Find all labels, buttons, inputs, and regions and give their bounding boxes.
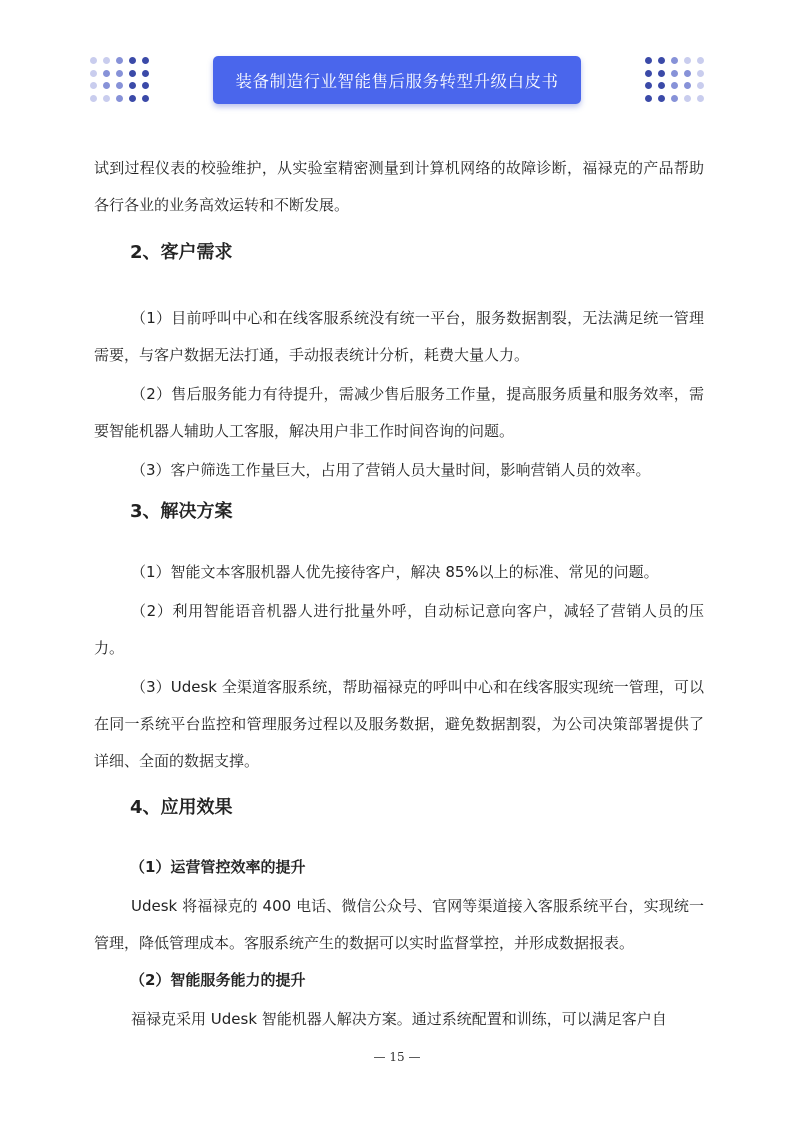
decor-dot bbox=[658, 82, 665, 89]
results-text-2: 福禄克采用 Udesk 智能机器人解决方案。通过系统配置和训练，可以满足客户自 bbox=[131, 1010, 667, 1028]
decor-dot bbox=[645, 70, 652, 77]
decor-dot bbox=[645, 95, 652, 102]
decor-dot bbox=[697, 57, 704, 64]
results-subheading-2: （2）智能服务能力的提升 bbox=[130, 971, 306, 989]
decor-dot bbox=[103, 70, 110, 77]
needs-item-2: （2）售后服务能力有待提升，需减少售后服务工作量，提高服务质量和服务效率，需要智能机器人辅助人工客服，解决用户非工作时间咨询的问题。 bbox=[94, 385, 704, 440]
decor-dot bbox=[684, 95, 691, 102]
decor-dot bbox=[90, 57, 97, 64]
decor-dot bbox=[684, 57, 691, 64]
decor-dot bbox=[116, 57, 123, 64]
decor-dot bbox=[142, 95, 149, 102]
decor-dot bbox=[697, 95, 704, 102]
results-text-1: Udesk 将福禄克的 400 电话、微信公众号、官网等渠道接入客服系统平台，实现统一管理，降低管理成本。客服系统产生的数据可以实时监督掌控，并形成数据报表。 bbox=[94, 897, 704, 952]
decor-dot bbox=[129, 57, 136, 64]
decor-dot bbox=[116, 82, 123, 89]
decor-dot bbox=[658, 70, 665, 77]
page-number: — 15 — bbox=[373, 1050, 421, 1064]
decor-dot bbox=[142, 57, 149, 64]
decor-dot bbox=[697, 70, 704, 77]
decor-dot bbox=[645, 82, 652, 89]
decor-dot bbox=[671, 95, 678, 102]
decor-dot bbox=[697, 82, 704, 89]
solution-item-1: （1）智能文本客服机器人优先接待客户，解决 85%以上的标准、常见的问题。 bbox=[131, 563, 659, 581]
decor-dot bbox=[671, 57, 678, 64]
needs-item-1: （1）目前呼叫中心和在线客服系统没有统一平台，服务数据割裂，无法满足统一管理需要，与客户数据无法打通，手动报表统计分析，耗费大量人力。 bbox=[94, 309, 704, 364]
decor-dot bbox=[671, 82, 678, 89]
document-title: 装备制造行业智能售后服务转型升级白皮书 bbox=[235, 72, 559, 91]
decor-dot bbox=[116, 70, 123, 77]
decor-dot bbox=[658, 57, 665, 64]
decor-dot bbox=[671, 70, 678, 77]
decor-dot bbox=[129, 82, 136, 89]
decor-dot bbox=[684, 82, 691, 89]
decor-dot bbox=[129, 70, 136, 77]
section-heading-results: 4、应用效果 bbox=[130, 797, 233, 818]
dot-grid-icon-right bbox=[645, 57, 709, 107]
decor-dot bbox=[129, 95, 136, 102]
decor-dot bbox=[90, 70, 97, 77]
solution-item-2: （2）利用智能语音机器人进行批量外呼，自动标记意向客户，减轻了营销人员的压力。 bbox=[94, 602, 704, 657]
decor-dot bbox=[103, 95, 110, 102]
decor-dot bbox=[116, 95, 123, 102]
decor-dot bbox=[658, 95, 665, 102]
page-content bbox=[94, 150, 704, 1038]
decor-dot bbox=[90, 82, 97, 89]
decor-dot bbox=[684, 70, 691, 77]
section-heading-solution: 3、解决方案 bbox=[130, 501, 233, 522]
decor-dot bbox=[103, 82, 110, 89]
document-title-banner bbox=[213, 56, 581, 104]
decor-dot bbox=[103, 57, 110, 64]
decor-dot bbox=[142, 70, 149, 77]
solution-item-3: （3）Udesk 全渠道客服系统，帮助福禄克的呼叫中心和在线客服实现统一管理，可以在同一系统平台监控和管理服务过程以及服务数据，避免数据割裂，为公司决策部署提供了详细、全面的数据支撑。 bbox=[94, 678, 704, 770]
decor-dot bbox=[645, 57, 652, 64]
needs-item-3: （3）客户筛选工作量巨大，占用了营销人员大量时间，影响营销人员的效率。 bbox=[131, 461, 651, 479]
dot-grid-icon-left bbox=[90, 57, 154, 107]
decor-dot bbox=[90, 95, 97, 102]
section-heading-customer-needs: 2、客户需求 bbox=[130, 242, 233, 263]
decor-dot bbox=[142, 82, 149, 89]
intro-paragraph: 试到过程仪表的校验维护，从实验室精密测量到计算机网络的故障诊断，福禄克的产品帮助各行各业的业务高效运转和不断发展。 bbox=[94, 159, 704, 214]
results-subheading-1: （1）运营管控效率的提升 bbox=[130, 858, 306, 876]
